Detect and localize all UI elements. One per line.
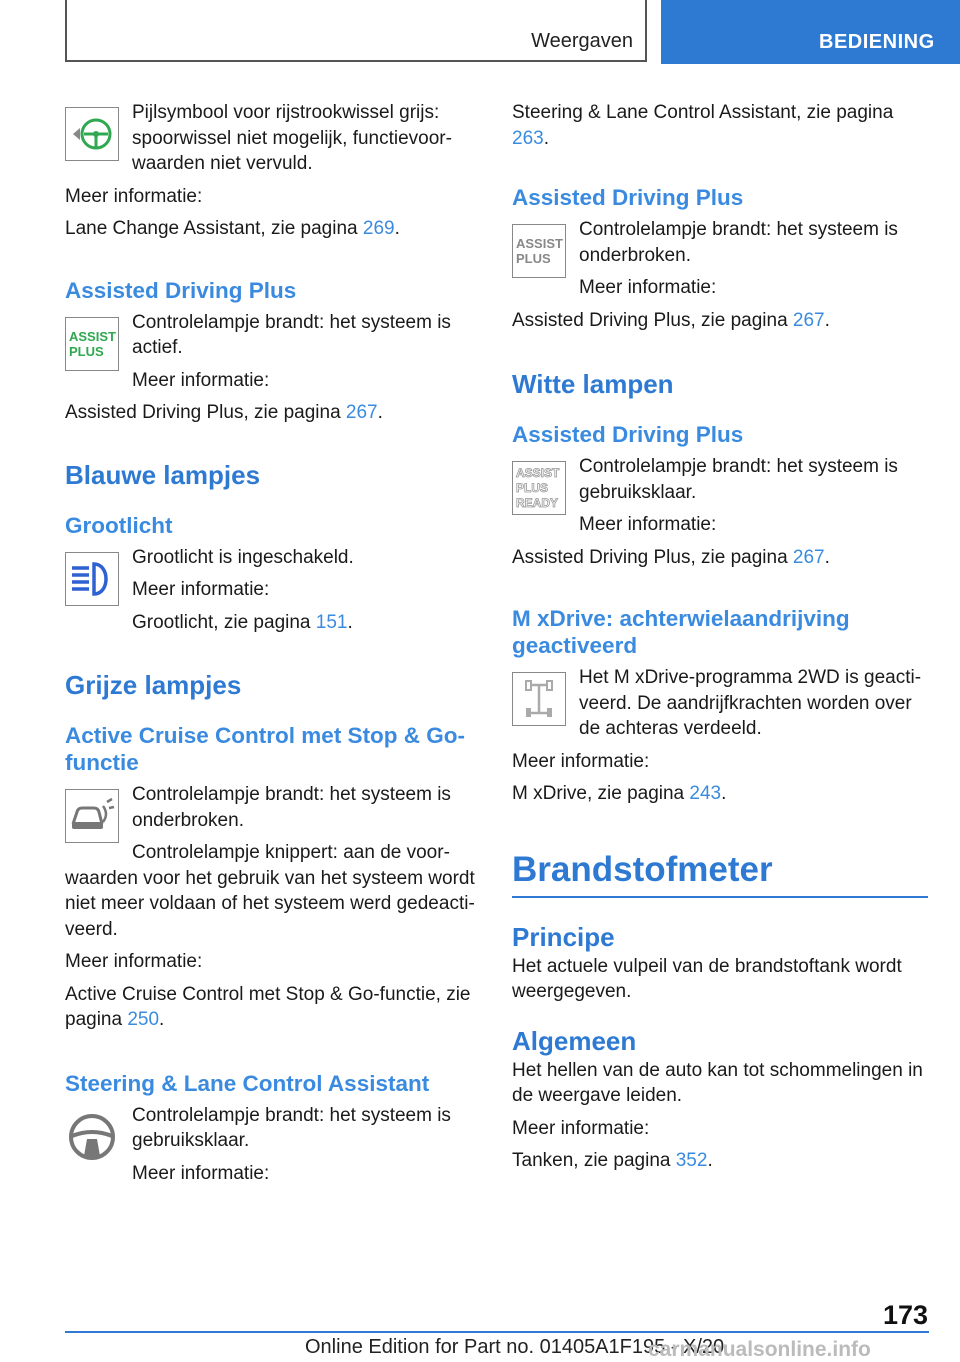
fuel-more: Meer informatie: [512,1117,650,1139]
xdrive-ref-link[interactable]: 243 [689,783,722,804]
fuel-ref-link[interactable]: 352 [675,1150,708,1171]
adp-white-ref-text: Assisted Driving Plus, zie pagina [512,546,793,568]
assist-plus-ready-line3: READY [516,495,559,510]
algemeen-heading: Algemeen [512,1025,637,1056]
high-beam-icon [65,552,119,606]
adp-ref-link[interactable]: 267 [345,402,378,423]
adp-text: Controlelampje brandt: het systeem is actief. [132,311,451,358]
acc-text2: Controlelampje knippert: aan de voorwaarden voor het gebruik van het systeem wordt niet meer voldaan of het systeem werd gedeactiveerd. [65,842,475,940]
slca-item [65,1103,485,1187]
fuel-gauge-heading: Brandstofmeter [512,849,773,889]
adp-grey-ref-text: Assisted Driving Plus, zie pagina [512,309,793,331]
lane-change-ref-text: Lane Change Assistant, zie pagina [65,218,363,239]
high-beam-ref-link[interactable]: 151 [315,611,348,633]
blue-lamps-heading: Blauwe lampjes [65,459,261,490]
header-section-box [65,0,647,62]
assist-plus-ready-line2: PLUS [516,480,549,495]
steering-wheel-icon [65,1110,119,1164]
xdrive-heading: M xDrive: achterwielaandrijving geactiveerd [512,606,850,658]
assist-plus-green-line2: PLUS [69,343,104,359]
assist-plus-ready-icon [512,461,566,515]
left-column [65,100,485,1193]
header-chapter-tab [661,0,960,64]
slca-ref-link[interactable]: 263 [512,127,544,149]
adp-grey-more: Meer informatie: [579,277,717,298]
footer-edition: Online Edition for Part no. 01405A1F195 - X/20 [305,1336,725,1358]
adp-white-more: Meer informatie: [579,514,717,535]
high-beam-item [65,545,485,636]
assist-plus-grey-line2: PLUS [516,251,551,266]
high-beam-ref-text: Grootlicht, zie pagina [132,611,316,633]
principe-heading: Principe [512,921,615,952]
xdrive-item [512,665,928,742]
footer-rule [65,1331,929,1333]
high-beam-ref: Grootlicht, zie pagina 151. [132,611,353,633]
adp-white-heading: Assisted Driving Plus [512,422,744,447]
adp-ref-text: Assisted Driving Plus, zie pagina [65,402,346,423]
adp-more: Meer informatie: [132,369,270,391]
adp-white-ref: Assisted Driving Plus, zie pagina 267. [512,546,830,568]
principe-text: Het actuele vulpeil van de brandstoftank wordt weergegeven. [512,955,902,1002]
fuel-ref-text: Tanken, zie pagina [512,1150,676,1171]
acc-more: Meer informatie: [65,951,203,972]
lane-change-item [65,100,485,177]
grey-lamps-heading: Grijze lampjes [65,670,242,700]
high-beam-text: Grootlicht is ingeschakeld. [132,546,354,568]
xdrive-text: Het M xDrive-programma 2WD is geactiveerd. De aandrijfkrachten worden over de achteras verdeeld. [579,667,922,739]
lane-change-arrow-icon [65,107,119,161]
slca-ref: Steering & Lane Control Assistant, zie pagina 263. [512,102,894,149]
assist-plus-ready-line1: ASSIST [516,465,560,480]
watermark: carmanualsonline.info [648,1338,871,1361]
adp-grey-heading: Assisted Driving Plus [512,185,744,210]
lane-change-ref-link[interactable]: 269 [362,218,395,239]
high-beam-more: Meer informatie: [132,579,270,600]
slca-more: Meer informatie: [132,1162,270,1184]
assist-plus-green-icon [65,317,119,371]
xdrive-ref: M xDrive, zie pagina 243. [512,783,727,804]
acc-ref: Active Cruise Control met Stop & Go-functie, zie pagina 250. [65,983,471,1030]
assist-plus-grey-icon [512,224,566,278]
acc-ref-link[interactable]: 250 [127,1009,160,1030]
adp-grey-item [512,217,928,301]
header-chapter-title: BEDIENING [819,31,935,53]
lane-change-text: Pijlsymbool voor rijstrookwissel grijs: spoorwissel niet mogelijk, functievoorwaarden niet vervuld. [132,102,452,174]
assist-plus-green-line1: ASSIST [69,328,116,344]
assist-plus-grey-line1: ASSIST [516,236,563,251]
white-lamps-heading: Witte lampen [512,369,674,399]
lane-change-more: Meer informatie: [65,185,203,207]
acc-heading: Active Cruise Control met Stop & Go-functie [65,723,466,775]
adp-white-ref-link[interactable]: 267 [792,546,825,568]
adp-item [65,310,485,394]
lane-change-ref: Lane Change Assistant, zie pagina 269. [65,218,400,239]
adp-white-text: Controlelampje brandt: het systeem is gebruiksklaar. [579,456,898,503]
adp-ref: Assisted Driving Plus, zie pagina 267. [65,402,383,423]
slca-heading: Steering & Lane Control Assistant [65,1070,430,1096]
adp-grey-text: Controlelampje brandt: het systeem is onderbroken. [579,219,898,266]
acc-ref-text: Active Cruise Control met Stop & Go-functie, zie pagina [65,983,471,1030]
right-column [512,100,928,1181]
slca-ref-text: Steering & Lane Control Assistant, zie pagina [512,102,894,123]
adp-grey-ref-link[interactable]: 267 [792,309,825,331]
high-beam-heading: Grootlicht [65,512,173,538]
xdrive-more: Meer informatie: [512,750,650,772]
xdrive-2wd-icon [512,672,566,726]
adp-grey-ref: Assisted Driving Plus, zie pagina 267. [512,309,830,331]
xdrive-ref-text: M xDrive, zie pagina [512,783,690,804]
header-section-title: Weergaven [531,30,633,52]
acc-item [65,782,485,833]
active-cruise-control-icon [65,789,119,843]
slca-text: Controlelampje brandt: het systeem is gebruiksklaar. [132,1104,451,1151]
adp-white-item [512,454,928,538]
adp-heading: Assisted Driving Plus [65,277,297,303]
algemeen-text: Het hellen van de auto kan tot schommelingen in de weergave leiden. [512,1059,923,1106]
page-number: 173 [882,1300,928,1330]
fuel-ref: Tanken, zie pagina 352. [512,1150,713,1171]
acc-text1: Controlelampje brandt: het systeem is onderbroken. [132,784,451,831]
